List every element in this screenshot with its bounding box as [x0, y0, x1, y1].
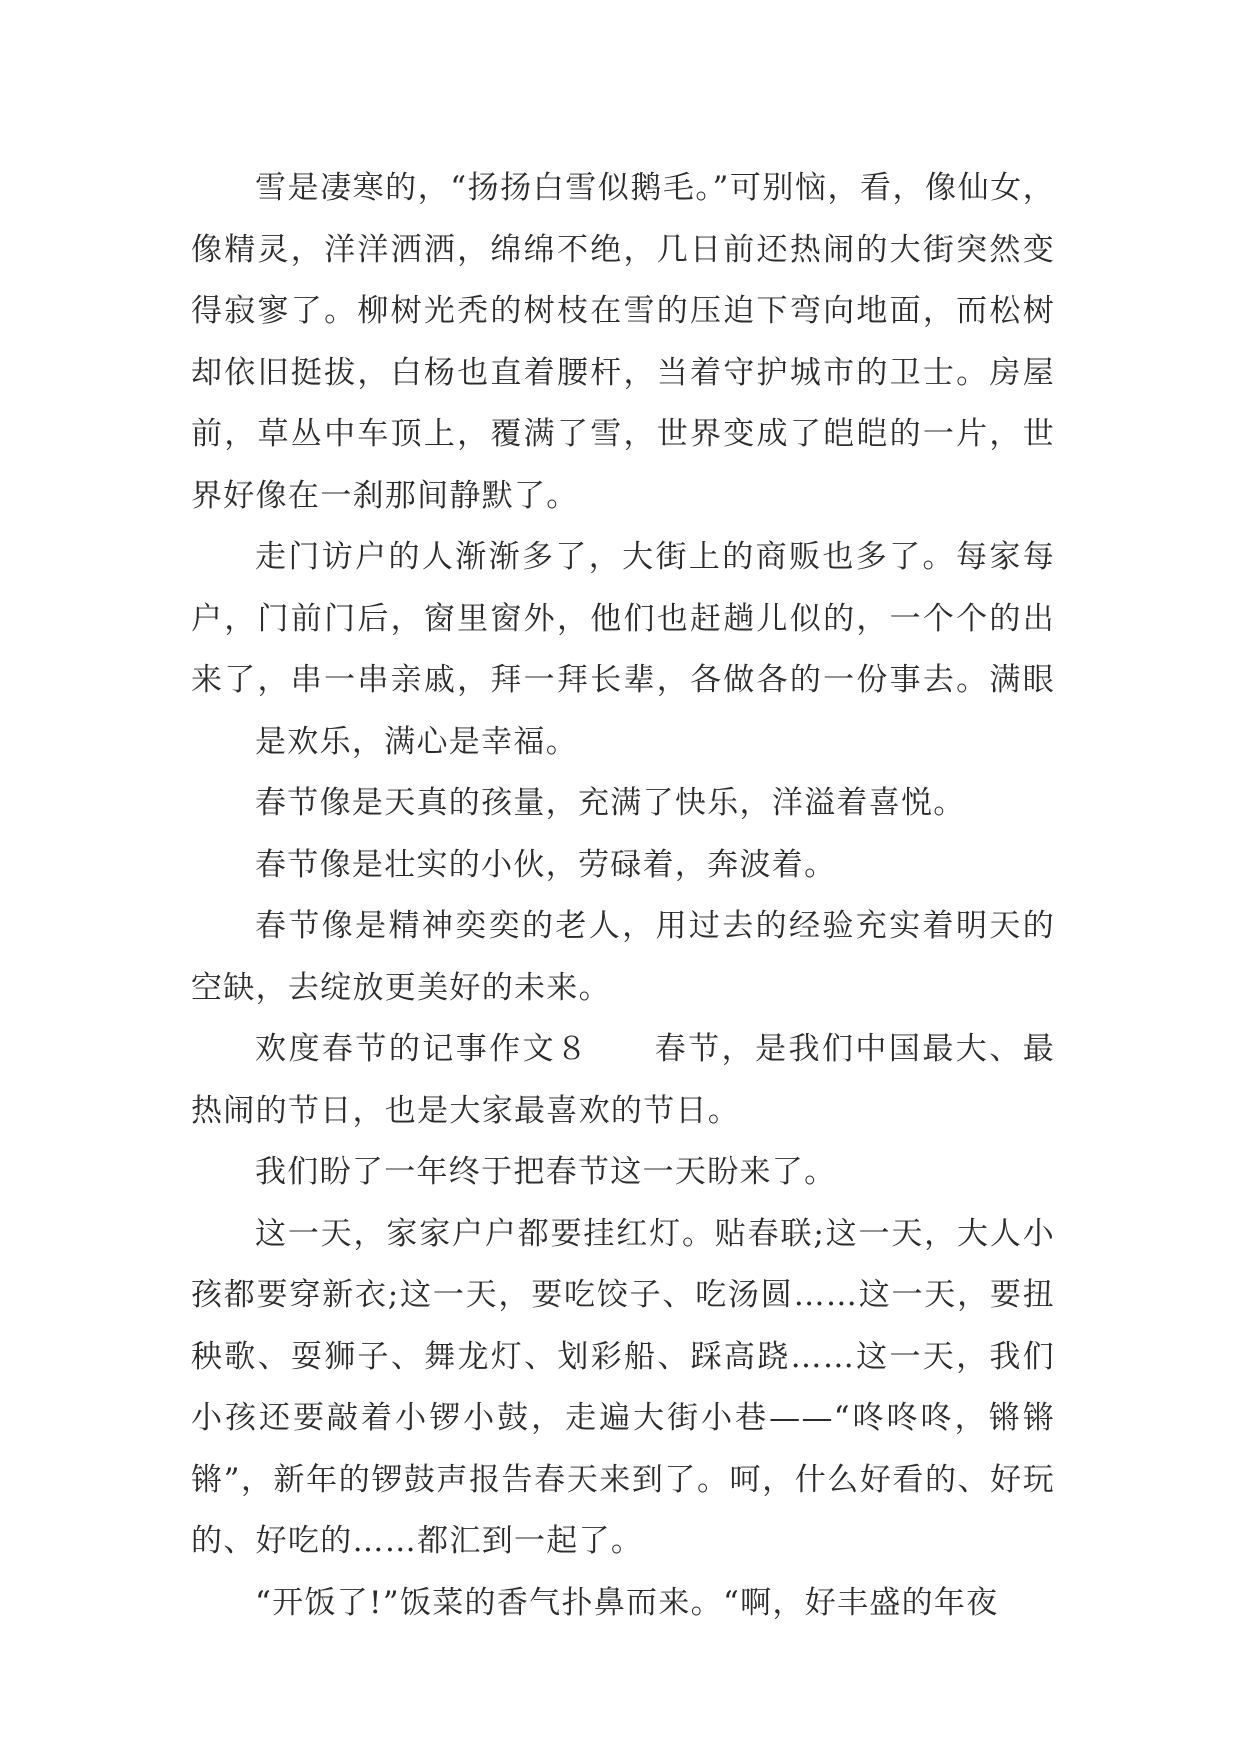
- document-body: [191, 158, 1055, 1634]
- paragraph-this-day: 这一天，家家户户都要挂红灯。贴春联;这一天，大人小孩都要穿新衣;这一天，要吃饺子、吃汤圆……这一天，要扭秧歌、耍狮子、舞龙灯、划彩船、踩高跷……这一天，我们小孩还要敲着小锣小鼓，走遍大街小巷——“咚咚咚，锵锵锵”，新年的锣鼓声报告春天来到了。呵，什么好看的、好玩的、好吃的……都汇到一起了。: [191, 1215, 1055, 1559]
- essay-heading: 欢度春节的记事作文８: [255, 1031, 590, 1067]
- paragraph-spring-elder: 春节像是精神奕奕的老人，用过去的经验充实着明天的空缺，去绽放更美好的未来。: [191, 908, 1055, 1006]
- paragraph-waiting: 我们盼了一年终于把春节这一天盼来了。: [255, 1154, 837, 1190]
- paragraph-snow: 雪是凄寒的，“扬扬白雪似鹅毛。”可别恼，看，像仙女，像精灵，洋洋洒洒，绵绵不绝，几日前还热闹的大街突然变得寂寥了。柳树光秃的树枝在雪的压迫下弯向地面，而松树却依旧挺拔，白杨也直着腰杆，当着守护城市的卫士。房屋前，草丛中车顶上，覆满了雪，世界变成了皑皑的一片，世界好像在一刹那间静默了。: [191, 170, 1055, 514]
- paragraph-visiting: 走门访户的人渐渐多了，大街上的商贩也多了。每家每户，门前门后，窗里窗外，他们也赶趟儿似的，一个个的出来了，串一串亲戚，拜一拜长辈，各做各的一份事去。满眼: [191, 539, 1055, 698]
- paragraph-spring-youth: 春节像是壮实的小伙，劳碌着，奔波着。: [255, 846, 837, 883]
- paragraph-joy: 是欢乐，满心是幸福。: [255, 723, 578, 760]
- paragraph-dinner: “开饭了!”饭菜的香气扑鼻而来。“啊，好丰盛的年夜: [255, 1584, 999, 1621]
- paragraph-essay-start: [191, 1019, 1055, 1142]
- paragraph-spring-child: 春节像是天真的孩量，充满了快乐，洋溢着喜悦。: [255, 785, 966, 821]
- essay-opening: 春节，是我们中国最大、最热闹的节日，也是大家最喜欢的节日。: [191, 1031, 1055, 1129]
